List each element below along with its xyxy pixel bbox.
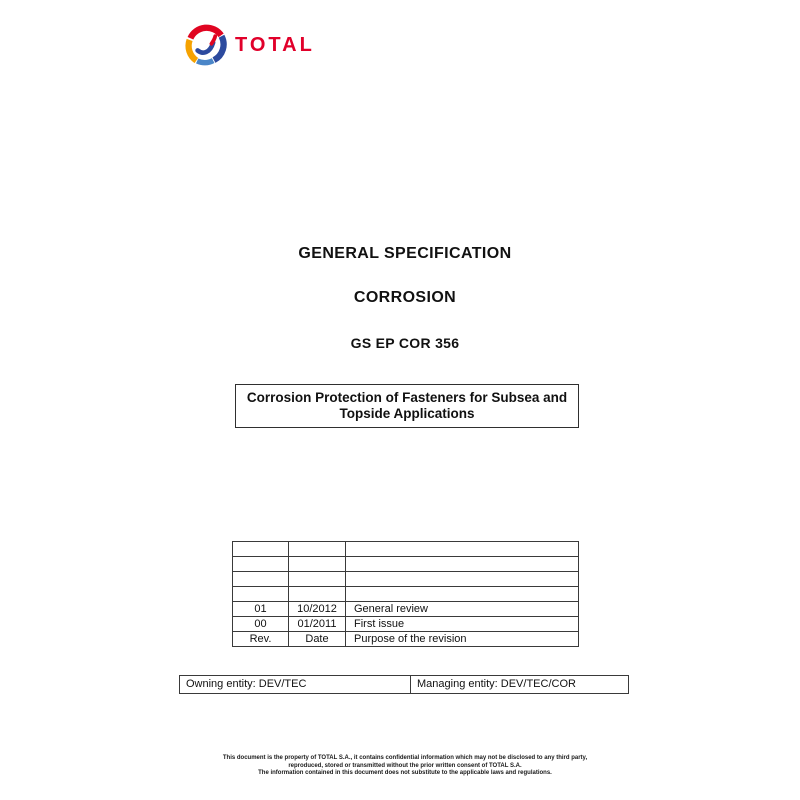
managing-entity-cell: Managing entity: DEV/TEC/COR — [411, 676, 629, 694]
total-logo — [184, 24, 315, 66]
revision-date-cell — [289, 587, 346, 602]
total-globe-icon — [184, 24, 228, 66]
revision-rev-cell — [233, 542, 289, 557]
confidentiality-line-2: reproduced, stored or transmitted without the prior written consent of TOTAL S.A. — [288, 762, 522, 769]
revision-purpose-cell — [346, 587, 579, 602]
revision-rev-header: Rev. — [233, 632, 289, 647]
revision-date-cell: 10/2012 — [289, 602, 346, 617]
discipline-subtitle: CORROSION — [353, 289, 457, 306]
revision-row — [233, 602, 579, 617]
confidentiality-notice — [0, 755, 800, 778]
revision-rev-cell — [233, 557, 289, 572]
revision-purpose-cell: General review — [346, 602, 579, 617]
entities-row — [180, 676, 629, 694]
revision-date-header: Date — [289, 632, 346, 647]
total-wordmark: TOTAL — [235, 34, 315, 56]
revision-purpose-cell — [346, 557, 579, 572]
document-code: GS EP COR 356 — [350, 335, 460, 351]
revision-purpose-cell — [346, 542, 579, 557]
revision-empty-row — [233, 557, 579, 572]
document-title-box — [235, 384, 579, 428]
revision-rev-cell — [233, 572, 289, 587]
revision-date-cell — [289, 557, 346, 572]
revision-rev-cell: 01 — [233, 602, 289, 617]
revision-history-table — [232, 541, 579, 647]
revision-row — [233, 617, 579, 632]
revision-empty-row — [233, 587, 579, 602]
revision-empty-row — [233, 572, 579, 587]
document-title-line-2: Topside Applications — [339, 406, 475, 421]
revision-date-cell: 01/2011 — [289, 617, 346, 632]
revision-purpose-cell: First issue — [346, 617, 579, 632]
document-title-line-1: Corrosion Protection of Fasteners for Subsea and — [246, 390, 568, 405]
revision-date-cell — [289, 542, 346, 557]
confidentiality-line-1: This document is the property of TOTAL S.A., it contains confidential information which may not be disclosed to any third party, — [222, 755, 588, 761]
revision-rev-cell: 00 — [233, 617, 289, 632]
revision-rev-cell — [233, 587, 289, 602]
revision-header-row — [233, 632, 579, 647]
general-specification-title: GENERAL SPECIFICATION — [298, 245, 512, 262]
confidentiality-line-3: The information contained in this document does not substitute to the applicable laws and regulations. — [258, 770, 552, 776]
revision-purpose-cell — [346, 572, 579, 587]
owning-entity-cell: Owning entity: DEV/TEC — [180, 676, 411, 694]
entities-table — [179, 675, 629, 694]
revision-purpose-header: Purpose of the revision — [346, 632, 579, 647]
revision-date-cell — [289, 572, 346, 587]
revision-empty-row — [233, 542, 579, 557]
